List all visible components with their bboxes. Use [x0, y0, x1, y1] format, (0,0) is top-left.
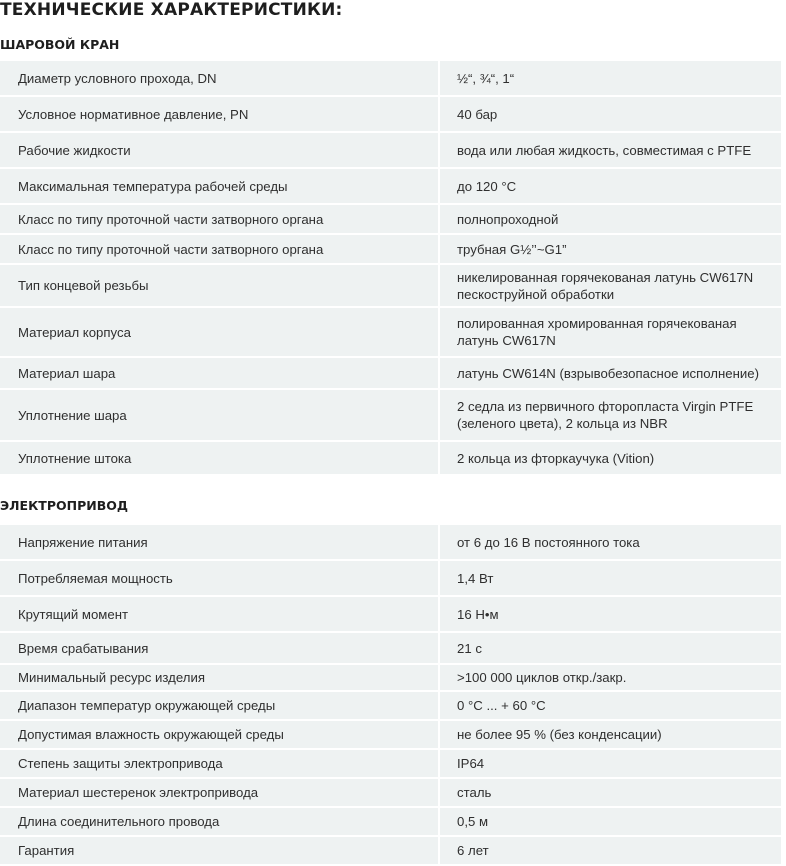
table-row [0, 779, 781, 808]
spec-label: Крутящий момент [0, 597, 440, 631]
spec-value: 2 кольца из фторкаучука (Vition) [457, 450, 655, 466]
spec-label: Рабочие жидкости [0, 133, 440, 167]
spec-value: сталь [457, 785, 492, 800]
spec-value: 21 с [457, 640, 482, 656]
spec-value: трубная G½’’~G1” [457, 241, 567, 257]
section-title-ball-valve: ШАРОВОЙ КРАН [0, 37, 120, 52]
table-row [0, 633, 781, 665]
spec-label: Допустимая влажность окружающей среды [0, 721, 440, 748]
table-row [0, 442, 781, 476]
spec-value: IP64 [457, 756, 485, 771]
spec-label: Длина соединительного провода [0, 808, 440, 835]
table-row [0, 692, 781, 721]
ball-valve-spec-table [0, 61, 781, 476]
spec-value: полированная хромированная горячекованая латунь CW617N [457, 316, 737, 348]
spec-label: Гарантия [0, 837, 440, 864]
table-row [0, 169, 781, 205]
spec-label: Диаметр условного прохода, DN [0, 61, 440, 95]
table-row [0, 235, 781, 265]
spec-value: до 120 °С [457, 178, 517, 194]
spec-value: 0,5 м [457, 814, 489, 829]
spec-label: Условное нормативное давление, PN [0, 97, 440, 131]
spec-value: 0 °С ... + 60 °С [457, 698, 546, 713]
spec-value: никелированная горячекованая латунь CW617N пескоструйной обработки [457, 269, 754, 302]
table-row [0, 61, 781, 97]
table-row [0, 750, 781, 779]
table-row [0, 721, 781, 750]
spec-value: ½“, ¾“, 1“ [457, 70, 515, 86]
table-row [0, 525, 781, 561]
spec-value: 2 седла из первичного фторопласта Virgin PTFE (зеленого цвета), 2 кольца из NBR [457, 399, 754, 431]
spec-label: Уплотнение шара [0, 390, 440, 440]
spec-label: Тип концевой резьбы [0, 265, 440, 306]
table-row [0, 837, 781, 866]
spec-label: Материал шара [0, 358, 440, 388]
table-row [0, 808, 781, 837]
table-row [0, 390, 781, 442]
spec-label: Потребляемая мощность [0, 561, 440, 595]
spec-value: 16 Н•м [457, 606, 499, 622]
spec-value: полнопроходной [457, 211, 559, 227]
spec-label: Класс по типу проточной части затворного органа [0, 205, 440, 233]
spec-value: не более 95 % (без конденсации) [457, 727, 662, 742]
table-row [0, 358, 781, 390]
table-row [0, 205, 781, 235]
page-title: ТЕХНИЧЕСКИЕ ХАРАКТЕРИСТИКИ: [0, 0, 343, 20]
spec-value: 40 бар [457, 106, 498, 122]
spec-label: Класс по типу проточной части затворного органа [0, 235, 440, 263]
table-row [0, 561, 781, 597]
section-title-electric-actuator: ЭЛЕКТРОПРИВОД [0, 498, 128, 513]
spec-label: Степень защиты электропривода [0, 750, 440, 777]
table-row [0, 97, 781, 133]
spec-label: Материал корпуса [0, 308, 440, 356]
table-row [0, 265, 781, 308]
table-row [0, 133, 781, 169]
spec-label: Минимальный ресурс изделия [0, 665, 440, 690]
table-row [0, 665, 781, 692]
spec-value: 1,4 Вт [457, 570, 494, 586]
spec-label: Уплотнение штока [0, 442, 440, 474]
spec-value: от 6 до 16 В постоянного тока [457, 534, 640, 550]
spec-label: Напряжение питания [0, 525, 440, 559]
spec-label: Максимальная температура рабочей среды [0, 169, 440, 203]
spec-label: Время срабатывания [0, 633, 440, 663]
spec-label: Диапазон температур окружающей среды [0, 692, 440, 719]
table-row [0, 308, 781, 358]
spec-value: латунь CW614N (взрывобезопасное исполнение) [457, 365, 759, 381]
table-row [0, 597, 781, 633]
spec-value: вода или любая жидкость, совместимая с PTFE [457, 142, 752, 158]
spec-label: Материал шестеренок электропривода [0, 779, 440, 806]
spec-value: >100 000 циклов откр./закр. [457, 670, 627, 685]
electric-actuator-spec-table [0, 525, 781, 866]
spec-value: 6 лет [457, 843, 489, 858]
